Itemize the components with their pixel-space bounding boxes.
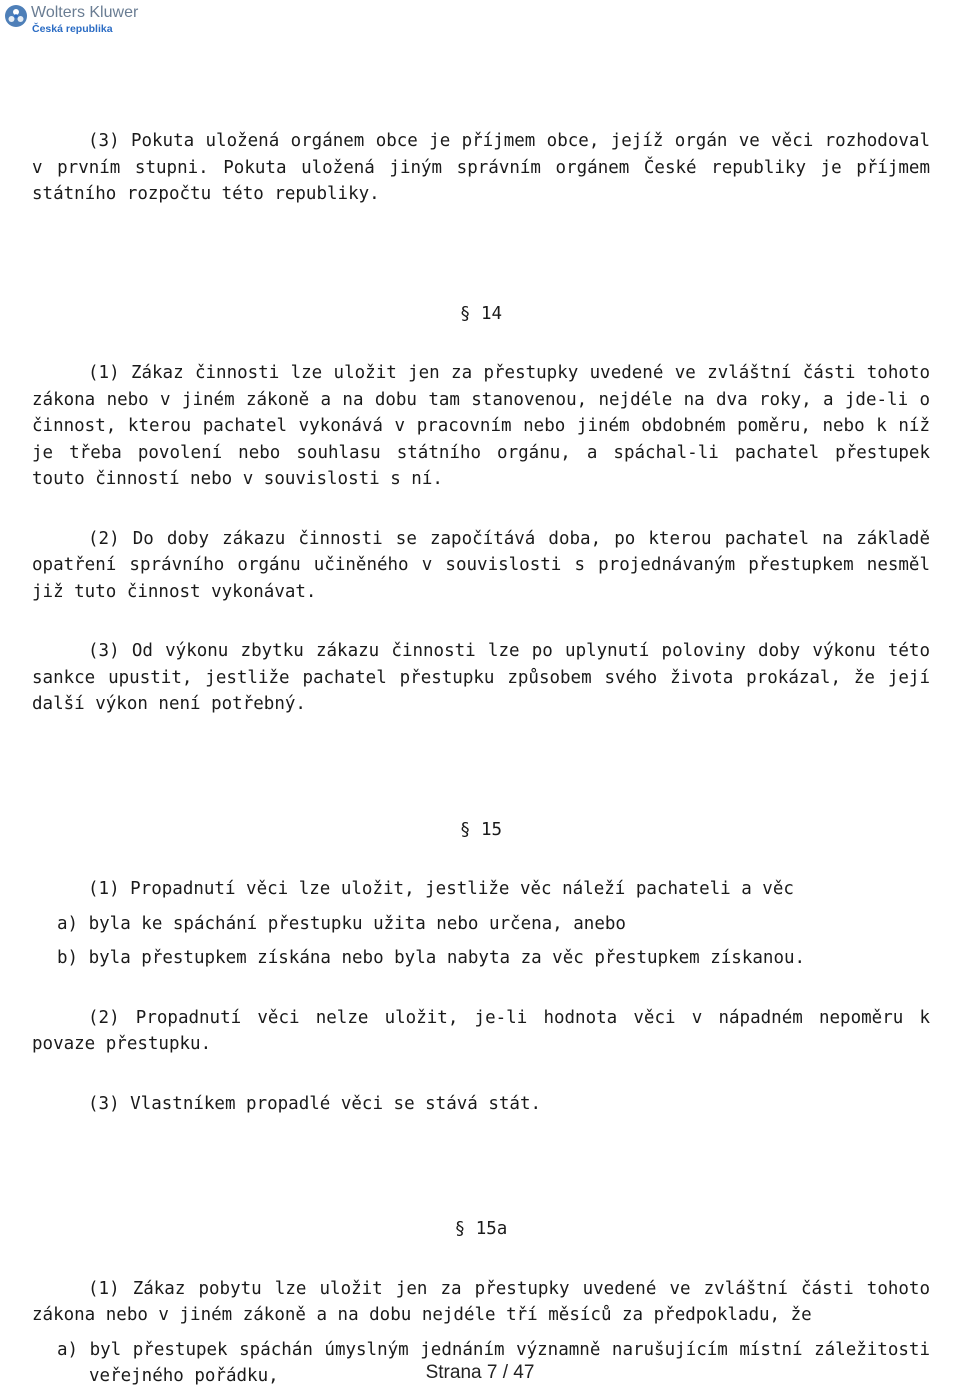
- section-spacer: [32, 241, 930, 301]
- paragraph: (2) Do doby zákazu činnosti se započítává doba, po kterou pachatel na základě opatření správního orgánu učiněného v souvislosti s projednávaným přestupkem nesměl již tuto činnost vykonávat.: [32, 528, 930, 602]
- paragraph: (1) Propadnutí věci lze uložit, jestliže věc náleží pachateli a věc: [88, 879, 794, 899]
- paragraph: (3) Od výkonu zbytku zákazu činnosti lze po uplynutí poloviny doby výkonu této sankce upustit, jestliže pachatel přestupku způsobem svého života prokázal, že její další výkon není potřebný.: [32, 641, 930, 714]
- section-spacer: [32, 751, 930, 817]
- document-body: [32, 128, 930, 1398]
- list-item: b) byla přestupkem získána nebo byla nabyta za věc přestupkem získanou.: [57, 948, 806, 968]
- paragraph: (1) Zákaz pobytu lze uložit jen za přestupky uvedené ve zvláštní části tohoto zákona nebo v jiném zákoně a na dobu nejdéle tří měsíců za předpokladu, že: [32, 1278, 930, 1325]
- list-item: a) byla ke spáchání přestupku užita nebo určena, anebo: [57, 913, 626, 934]
- brand-name: Wolters Kluwer: [31, 4, 139, 21]
- section-heading: § 15: [459, 819, 503, 840]
- page-number: Strana 7 / 47: [425, 1362, 535, 1383]
- brand-region: Česká republika: [32, 23, 113, 35]
- list-item: a) byl přestupek spáchán úmyslným jednáním významně narušujícím místní záležitosti veřejného pořádku,: [57, 1339, 930, 1386]
- paragraph: (2) Propadnutí věci nelze uložit, je-li hodnota věci v nápadném nepoměru k povaze přestupku.: [32, 1007, 930, 1054]
- section-heading: § 15a: [454, 1219, 508, 1239]
- paragraph: (3) Vlastníkem propadlé věci se stává stát.: [88, 1093, 542, 1114]
- paragraph: (1) Zákaz činnosti lze uložit jen za přestupky uvedené ve zvláštní části tohoto zákona nebo v jiném zákoně a na dobu tam stanovenou, nejdéle na dva roky, a jde-li o činnost, kterou pachatel vykonává v pracovním nebo jiném obdobném poměru, nebo k níž je třeba povolení nebo souhlasu státního orgánu, a spáchal-li pachatel přestupek touto činností nebo v souvislosti s ní.: [32, 363, 930, 489]
- wolters-kluwer-logo-icon: [4, 4, 28, 28]
- paragraph: (3) Pokuta uložená orgánem obce je příjmem obce, jejíž orgán ve věci rozhodoval v prvním stupni. Pokuta uložená jiným správním orgánem České republiky je příjmem státního rozpočtu této republiky.: [32, 131, 930, 204]
- section-spacer: [32, 1150, 930, 1216]
- section-heading: § 14: [459, 303, 503, 324]
